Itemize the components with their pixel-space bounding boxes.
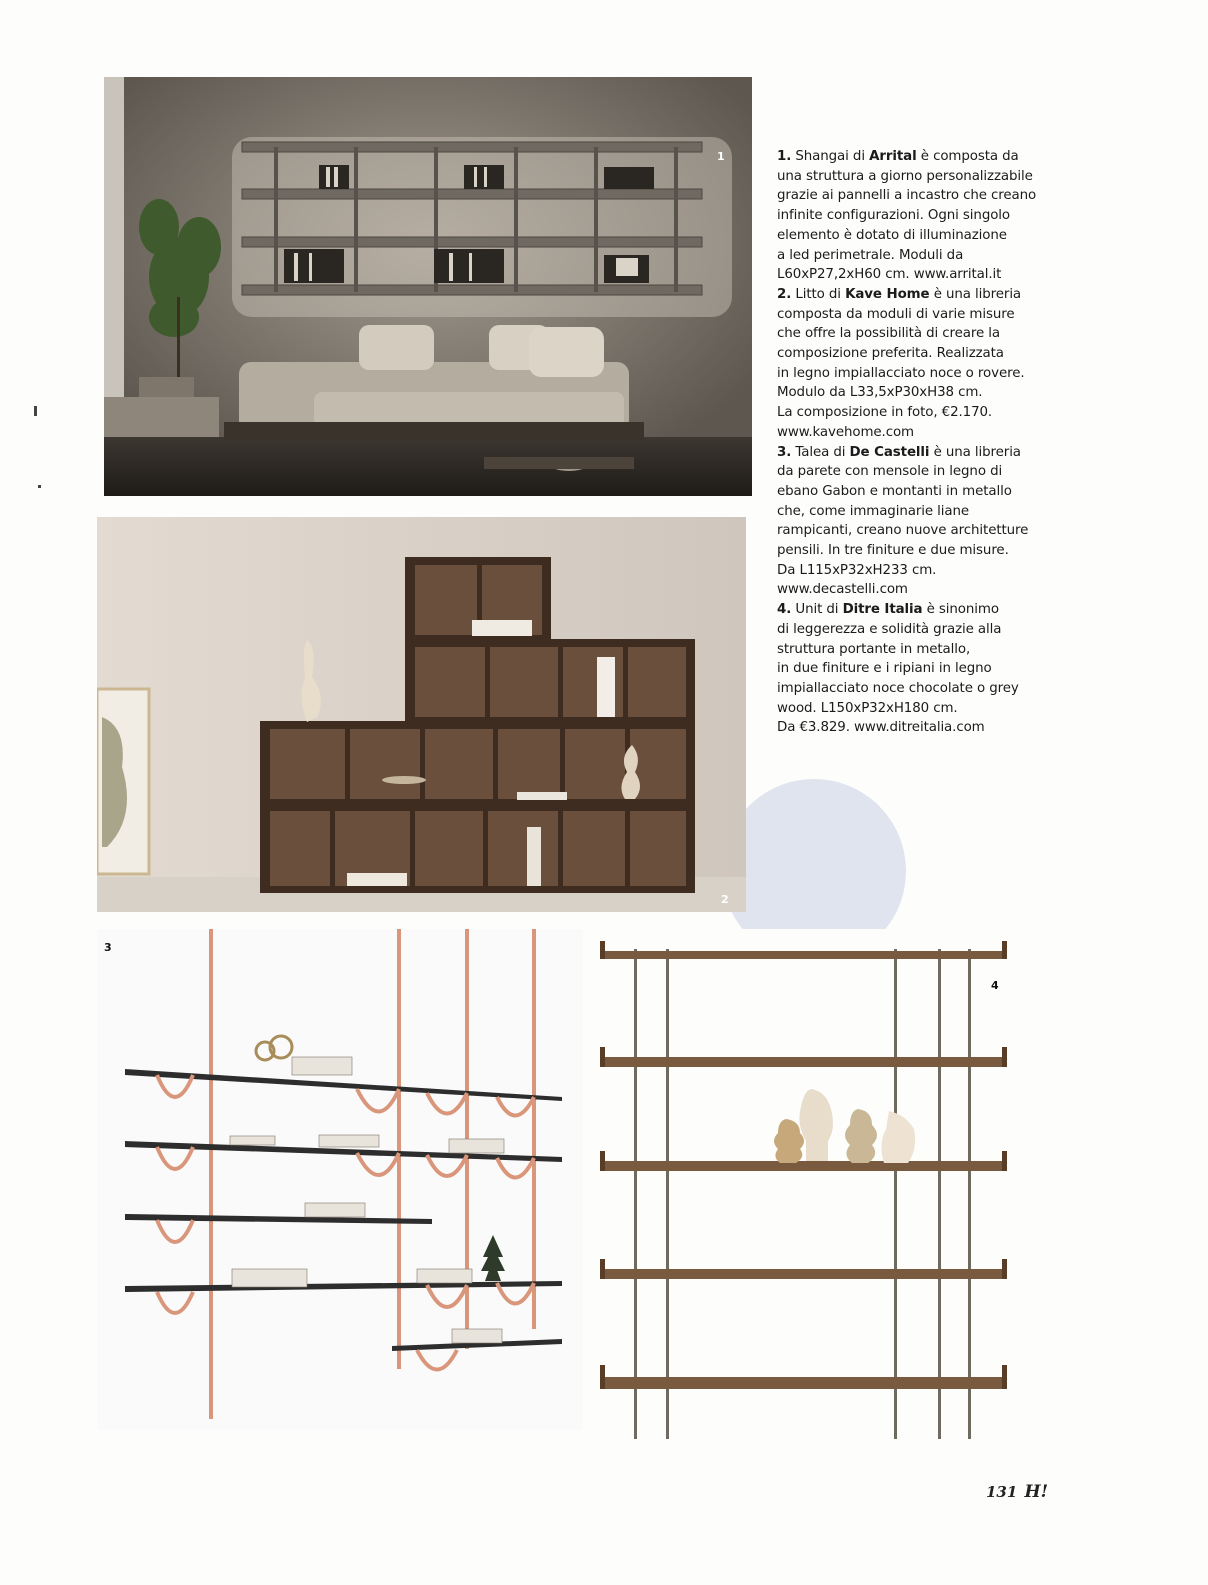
photo-arrital-living-room [104, 77, 752, 496]
caption-brand: Kave Home [845, 286, 930, 302]
caption-line: www.decastelli.com [777, 582, 908, 598]
caption-number: 3. [777, 444, 792, 460]
caption-number: 4. [777, 602, 792, 618]
caption-line: è una libreria [929, 286, 1022, 302]
caption-line: elemento è dotato di illuminazione [777, 227, 1007, 243]
photo-number: 1 [717, 150, 725, 163]
caption-line: struttura portante in metallo, [777, 641, 971, 657]
caption-brand: De Castelli [849, 444, 930, 460]
caption-line: è composta da [916, 149, 1019, 164]
page-number: 131 [986, 1483, 1018, 1501]
photo-kavehome-bookcase [97, 517, 746, 912]
caption-line: grazie ai pannelli a incastro che creano [777, 188, 1037, 204]
caption-product: Shangai di [791, 149, 870, 164]
caption-line: La composizione in foto, €2.170. [777, 405, 993, 421]
caption-line: composta da moduli di varie misure [777, 306, 1015, 322]
caption-entry [777, 285, 1077, 443]
caption-line: che, come immaginarie liane [777, 503, 970, 519]
caption-number: 1. [777, 149, 792, 164]
photo-ditreitalia-bookcase [596, 929, 1014, 1440]
caption-line: www.kavehome.com [777, 424, 914, 440]
caption-line: una struttura a giorno personalizzabile [777, 168, 1033, 184]
caption-product: Litto di [791, 286, 846, 302]
caption-line: che offre la possibilità di creare la [777, 326, 1001, 342]
caption-line: Da L115xP32xH233 cm. [777, 562, 937, 578]
caption-brand: Ditre Italia [842, 602, 923, 618]
caption-product: Unit di [791, 602, 843, 618]
caption-line: wood. L150xP32xH180 cm. [777, 700, 958, 716]
magazine-logo: H! [1024, 1482, 1049, 1502]
caption-line: L60xP27,2xH60 cm. www.arrital.it [777, 267, 1002, 283]
caption-brand: Arrital [869, 149, 917, 164]
caption-entry [777, 600, 1077, 738]
caption-line: impiallacciato noce chocolate o grey [777, 680, 1019, 696]
caption-line: è una libreria [929, 444, 1021, 460]
caption-line: a led perimetrale. Moduli da [777, 247, 964, 263]
photo-number: 3 [104, 941, 112, 954]
product-captions [777, 147, 1077, 738]
caption-entry [777, 147, 1077, 285]
photo-number: 2 [721, 893, 729, 906]
photo-decastelli-shelves [97, 929, 583, 1430]
caption-product: Talea di [791, 444, 850, 460]
caption-line: composizione preferita. Realizzata [777, 346, 1004, 362]
scan-mark [34, 406, 37, 416]
caption-line: infinite configurazioni. Ogni singolo [777, 208, 1011, 224]
caption-line: in legno impiallacciato noce o rovere. [777, 365, 1025, 381]
caption-line: Modulo da L33,5xP30xH38 cm. [777, 385, 983, 401]
scan-mark [38, 485, 41, 488]
caption-line: rampicanti, creano nuove architetture [777, 523, 1029, 539]
caption-line: pensili. In tre finiture e due misure. [777, 543, 1009, 559]
caption-line: di leggerezza e solidità grazie alla [777, 621, 1002, 637]
photo-number: 4 [991, 979, 999, 992]
caption-line: ebano Gabon e montanti in metallo [777, 483, 1012, 499]
caption-number: 2. [777, 286, 792, 302]
page-folio [986, 1482, 1048, 1502]
caption-line: Da €3.829. www.ditreitalia.com [777, 720, 985, 736]
caption-entry [777, 443, 1077, 601]
caption-line: è sinonimo [922, 602, 999, 618]
caption-line: da parete con mensole in legno di [777, 464, 1003, 480]
caption-line: in due finiture e i ripiani in legno [777, 661, 992, 677]
